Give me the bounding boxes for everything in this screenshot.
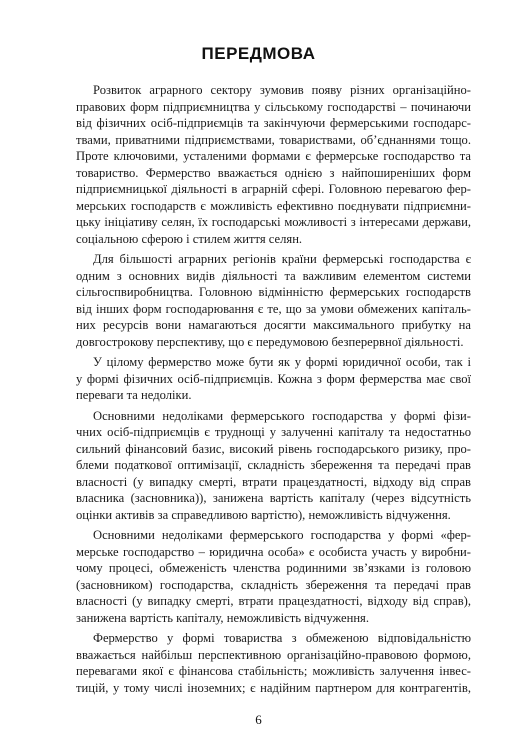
page-number: 6 bbox=[255, 712, 262, 727]
text-line: Фермерство у формі товариства з обмеженою відповідальністю bbox=[93, 631, 471, 645]
text-line: мерське господарство – юридична особа» є особиста участь у виробни- bbox=[76, 544, 471, 559]
text-line: них ресурсів вони намагаються досягти максимального прибутку на bbox=[76, 318, 471, 332]
text-line: товариство. Фермерство вважається однією з найпоширеніших форм bbox=[76, 165, 471, 180]
text-line: оцінки активів за справедливою вартістю), неможливість відчуження. bbox=[76, 507, 451, 522]
text-line: чних осіб-підприємців є труднощі у залученні капіталу та недостатньо bbox=[76, 425, 471, 439]
text-line: блеми податкової оптимізації, складність збереження та передачі прав bbox=[76, 458, 471, 472]
text-line: цьку ініціативу селян, їх господарські можливості з інтересами держави, bbox=[76, 215, 471, 229]
text-line: перевагами якої є фінансова стабільність; можливість залучення інвес- bbox=[76, 664, 471, 678]
text-line: довгострокову перспективу, що є передумовою безперервної діяльності. bbox=[76, 334, 464, 349]
text-line: переваги та недоліки. bbox=[76, 388, 192, 402]
text-line: у формі фізичних осіб-підприємців. Кожна з форм фермерства має свої bbox=[76, 371, 471, 386]
text-line: Проте ключовими, усталеними формами є фермерське господарство та bbox=[76, 149, 471, 163]
text-line: від фізичних осіб-підприємців та закінчуючи фермерськими господарс- bbox=[76, 116, 471, 130]
text-line: занижена вартість капіталу, неможливість відчуження. bbox=[76, 610, 370, 625]
paragraph bbox=[76, 630, 471, 696]
text-line: чому процесі, обмеженість членства родинними зв’язками із головою bbox=[76, 561, 471, 575]
text-line: власності (у випадку смерті, втрати працездатності, відходу від справ bbox=[76, 474, 471, 489]
text-line: сильний фінансовий базис, високий рівень господарського ризику, про- bbox=[76, 441, 471, 456]
text-line: власника (засновника)), занижена вартість капіталу (через відсутність bbox=[76, 491, 471, 505]
text-line: одним з основних видів діяльності та важливим елементом системи bbox=[76, 268, 471, 283]
text-line: сільгоспвиробництва. Головною відмінністю фермерських господарств bbox=[76, 285, 471, 299]
text-line: мерських господарств є можливість ефективно поєднувати підприємни- bbox=[76, 198, 471, 213]
text-line: (засновником) господарства, складність збереження та передачі прав bbox=[76, 577, 471, 592]
text-line: Основними недоліками фермерського господарства у формі «фер- bbox=[93, 528, 471, 542]
page-title: ПЕРЕДМОВА bbox=[201, 44, 316, 63]
text-line: правових форм підприємництва у сільському господарстві – починаючи bbox=[76, 99, 471, 114]
text-line: власності (у випадку смерті, втрати працездатності, відходу від справ), bbox=[76, 594, 471, 608]
paragraph bbox=[76, 527, 471, 626]
text-line: Для більшості аграрних регіонів країни фермерські господарства є bbox=[93, 252, 471, 266]
text-line: Основними недоліками фермерського господарства у формі фізи- bbox=[93, 408, 471, 423]
paragraph bbox=[76, 354, 471, 404]
text-line: вважається найбільш перспективною організаційно-правовою формою, bbox=[76, 647, 471, 662]
text-line: тицій, у тому числі іноземних; є надійним партнером для контрагентів, bbox=[76, 680, 471, 695]
text-line: соціальною сферою і стилем життя селян. bbox=[76, 231, 303, 246]
text-line: від інших форм господарювання є те, що за умови обмежених капіталь- bbox=[76, 301, 471, 316]
text-line: твами, приватними підприємствами, товариствами, об’єднаннями тощо. bbox=[76, 132, 471, 147]
paragraph bbox=[76, 408, 471, 524]
paragraph bbox=[76, 82, 471, 247]
paragraph bbox=[76, 251, 471, 350]
text-line: підприємницької діяльності в аграрній сфері. Головною перевагою фер- bbox=[76, 182, 471, 196]
text-line: Розвиток аграрного сектору зумовив появу різних організаційно- bbox=[93, 83, 471, 97]
body-text bbox=[76, 82, 471, 700]
text-line: У цілому фермерство може бути як у формі юридичної особи, так і bbox=[93, 355, 471, 369]
